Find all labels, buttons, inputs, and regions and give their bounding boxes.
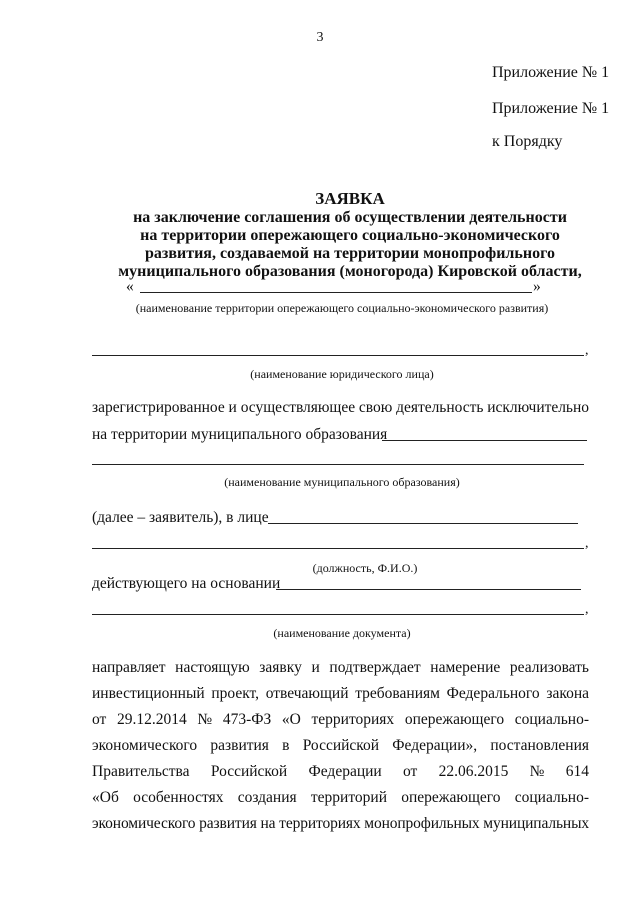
title-line-1: на заключение соглашения об осуществлении деятельности: [133, 209, 567, 226]
quote-open: «: [126, 278, 134, 295]
title-line-2: на территории опережающего социально-экономического: [140, 227, 560, 244]
caption-position: (должность, Ф.И.О.): [312, 561, 418, 575]
acting-basis-label: действующего на основании: [92, 575, 281, 592]
paragraph-line-2: инвестиционный проект, отвечающий требованиям Федерального закона: [92, 685, 589, 702]
territory-name-field[interactable]: [140, 292, 532, 293]
caption-territory: (наименование территории опережающего социально-экономического развития): [135, 301, 549, 315]
comma-legal-entity: ,: [585, 343, 589, 358]
applicant-name-field[interactable]: [92, 548, 584, 549]
paragraph-line-6: «Об особенностях создания территорий опережающего социально-: [92, 789, 589, 806]
paragraph-line-3: от 29.12.2014 № 473-ФЗ «О территориях опережающего социально-: [92, 711, 589, 728]
basis-document-field-part-2[interactable]: [92, 614, 584, 615]
municipality-field-part-2[interactable]: [92, 464, 584, 465]
legal-entity-field[interactable]: [92, 355, 584, 356]
appendix-line-1: Приложение № 1: [492, 64, 610, 81]
page-number: 3: [316, 30, 324, 45]
comma-basis: ,: [585, 602, 589, 617]
appendix-line-2: Приложение № 1: [492, 100, 610, 117]
paragraph-line-1: направляет настоящую заявку и подтверждает намерение реализовать: [92, 659, 589, 676]
registered-text-line-1: зарегистрированное и осуществляющее свою деятельность исключительно: [92, 399, 589, 416]
paragraph-line-7: экономического развития на территориях монопрофильных муниципальных: [92, 815, 589, 832]
quote-close: »: [533, 278, 541, 295]
comma-applicant: ,: [585, 536, 589, 551]
caption-municipality: (наименование муниципального образования): [224, 475, 460, 489]
appendix-line-3: к Порядку: [492, 133, 563, 150]
title-line-4: муниципального образования (моногорода) Кировской области,: [118, 263, 582, 280]
title-line-3: развития, создаваемой на территории монопрофильного: [145, 245, 555, 262]
paragraph-line-5: Правительства Российской Федерации от 22.06.2015 № 614: [92, 763, 589, 780]
caption-legal-entity: (наименование юридического лица): [250, 367, 434, 381]
document-heading: ЗАЯВКА: [315, 189, 385, 208]
registered-text-line-2: на территории муниципального образования: [92, 426, 388, 443]
paragraph-line-4: экономического развития в Российской Федерации», постановления: [92, 737, 589, 754]
applicant-position-field[interactable]: [268, 523, 578, 524]
municipality-field-part-1[interactable]: [382, 440, 587, 441]
applicant-label: (далее – заявитель), в лице: [92, 509, 269, 526]
caption-document: (наименование документа): [273, 626, 411, 640]
basis-document-field-part-1[interactable]: [276, 589, 581, 590]
